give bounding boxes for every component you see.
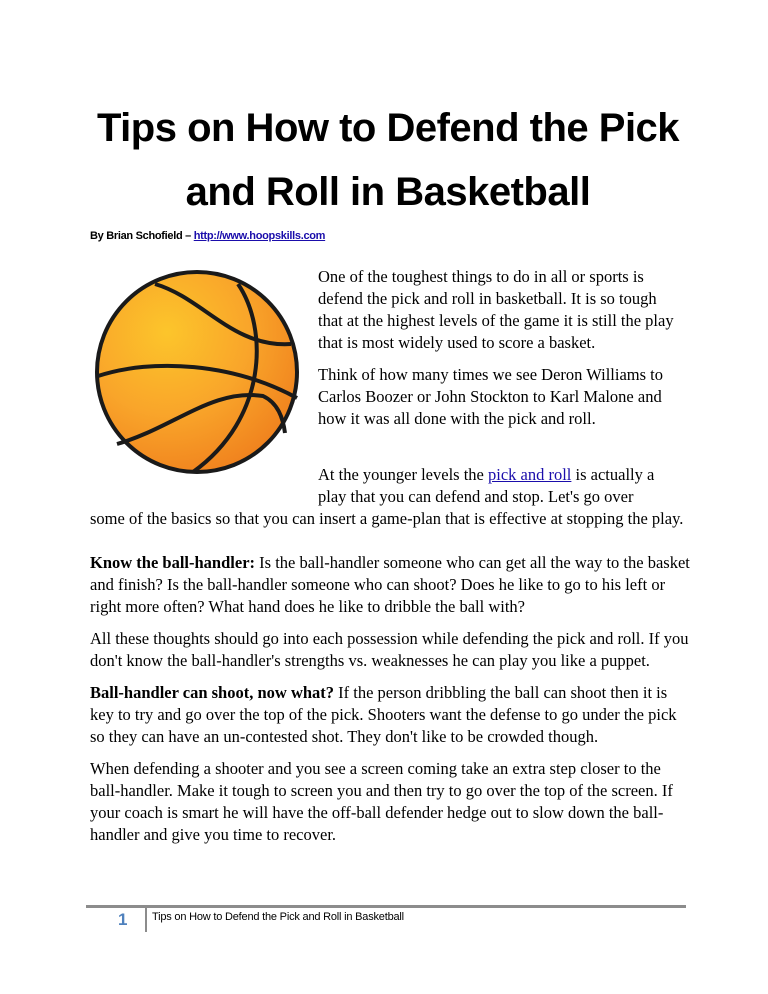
know-ball-handler-paragraph: Know the ball-handler: Is the ball-handler someone who can get all the way to the basket and finish? Is the ball-handler someone who can shoot? Does he like to go to his left or right more often? What hand does he like to dribble the ball with? — [90, 553, 690, 616]
intro-paragraph-3 — [90, 464, 690, 530]
ball-handler-shoot-paragraph: Ball-handler can shoot, now what? If the person dribbling the ball can shoot then it is key to try and go over the top of the pick. Shooters want the defense to go under the pick so they can have an un-contested shot. They don't like to be crowded though. — [90, 683, 677, 746]
section-heading: Ball-handler can shoot, now what? — [90, 683, 335, 702]
page-number: 1 — [118, 910, 128, 929]
pick-and-roll-link[interactable]: pick and roll — [488, 465, 572, 484]
title-line-1: Tips on How to Defend the Pick — [96, 106, 680, 150]
author-name: By Brian Schofield – — [90, 230, 194, 242]
defending-shooter-paragraph: When defending a shooter and you see a screen coming take an extra step closer to the ball-handler. Make it tough to screen you and then try to go over the top of the screen. If your coach is smart he will have the off-ball defender hedge out to slow down the ball-handler and give you time to recover. — [90, 759, 673, 844]
section-heading: Know the ball-handler: — [90, 553, 256, 572]
intro-paragraph-3-line-2: play that you can defend and stop. Let's go over — [318, 487, 634, 506]
intro-paragraph-1: One of the toughest things to do in all or sports is defend the pick and roll in basketball. It is so tough that at the highest levels of the game it is still the play that is most widely used to score a basket. — [318, 267, 674, 352]
thoughts-paragraph: All these thoughts should go into each possession while defending the pick and roll. If you don't know the ball-handler's strengths vs. weaknesses he can play you like a puppet. — [90, 629, 689, 670]
title-line-2: and Roll in Basketball — [185, 170, 591, 214]
intro-column — [318, 266, 678, 440]
main-content — [90, 552, 690, 856]
page-title — [88, 96, 688, 224]
running-title: Tips on How to Defend the Pick and Roll in Basketball — [152, 911, 404, 923]
intro-paragraph-2: Think of how many times we see Deron Williams to Carlos Boozer or John Stockton to Karl Malone and how it was all done with the pick and roll. — [318, 365, 664, 428]
footer-separator — [145, 908, 147, 932]
intro-paragraph-3-rest: some of the basics so that you can insert a game-plan that is effective at stopping the play. — [90, 509, 684, 528]
intro-paragraph-3-line-1: At the younger levels the pick and roll is actually a — [318, 465, 655, 484]
website-link[interactable]: http://www.hoopskills.com — [193, 230, 326, 242]
footer-divider — [86, 905, 686, 908]
basketball-icon — [93, 268, 301, 476]
byline — [90, 230, 325, 242]
